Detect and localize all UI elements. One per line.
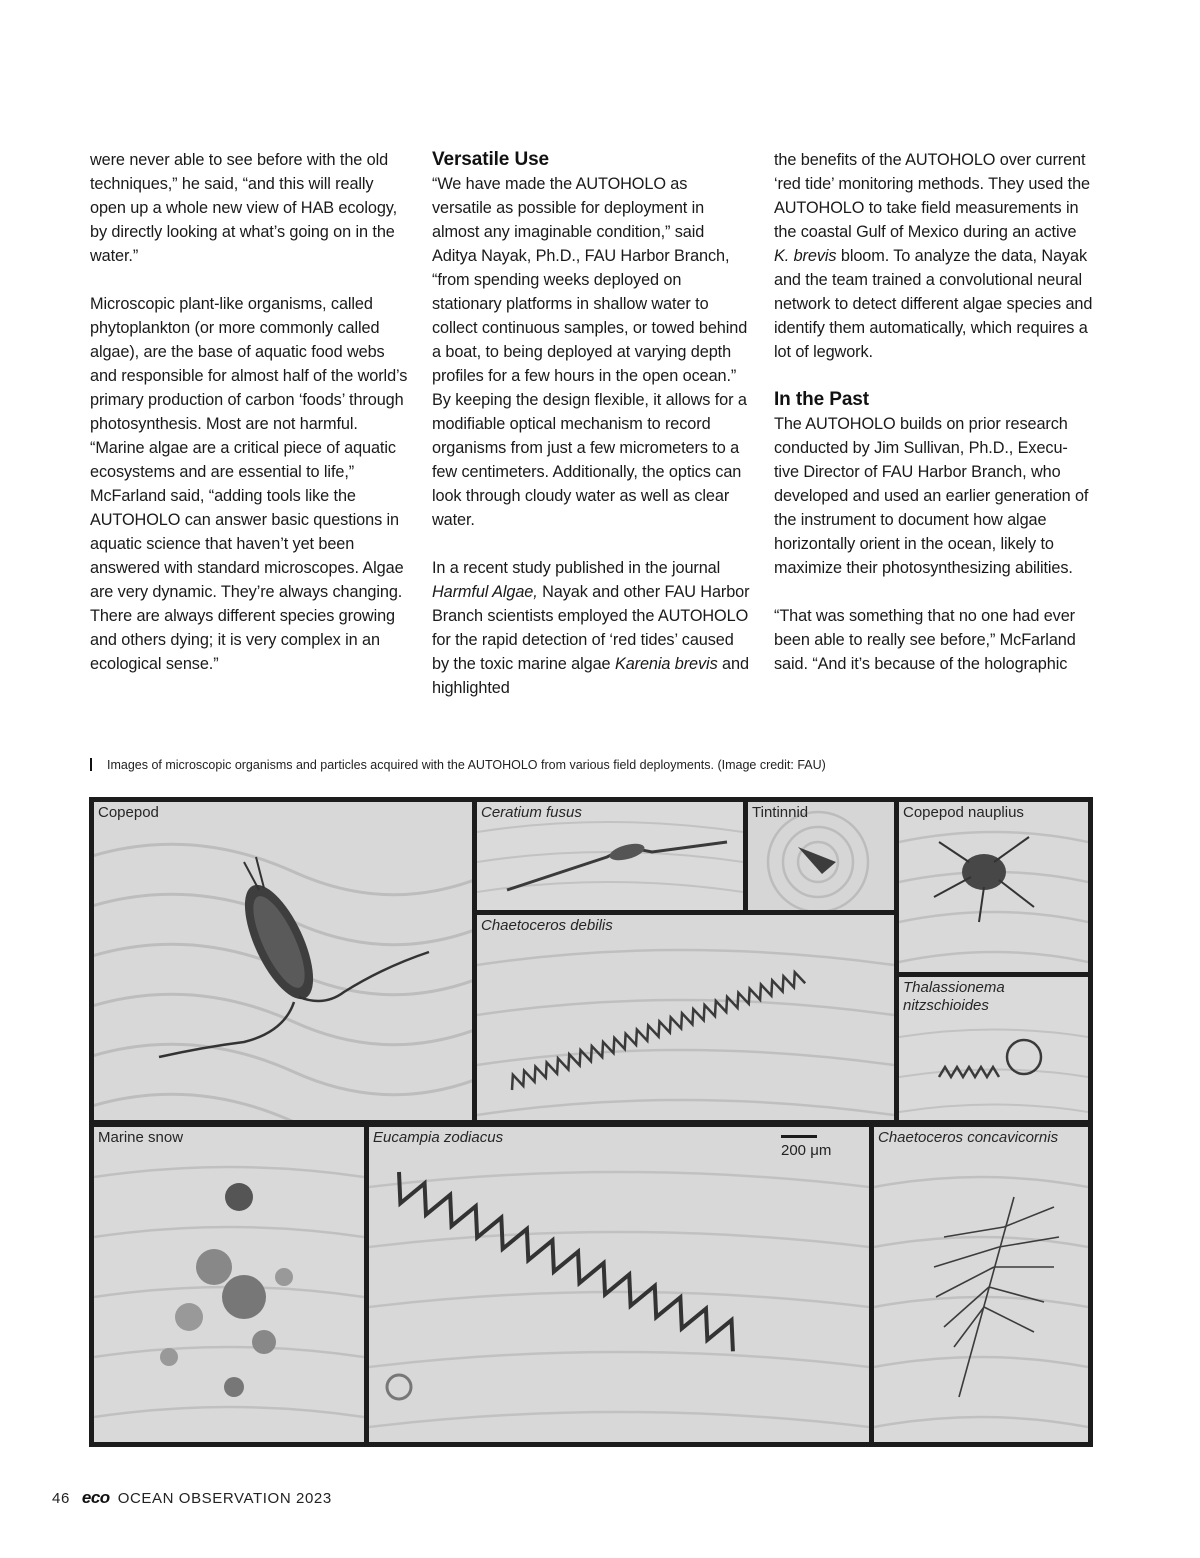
eco-logo: eco [81, 1488, 110, 1507]
paragraph: Microscopic plant-like organisms, called phytoplankton (or more commonly called algae), are the base of aquatic food webs and responsible for almost half of the world’s primary production of carbon ‘foods’ through photosynthesis. Most are not harmful. “Marine algae are a critical piece of aquatic ecosystems and are essential to life,” McFarland said, “adding tools like the AUTOHOLO can answer basic questions in aquatic science that haven’t yet been answered with standard microscopes. Algae are very dynamic. They’re always changing. There are always different species growing and others dying; it is very complex in an ecological sense.” [90, 295, 408, 673]
copepod-image [94, 802, 472, 1120]
caption-marker [90, 758, 92, 771]
species-name: K. brevis [774, 247, 837, 265]
chaetoceros-debilis-image [477, 915, 894, 1120]
panel-chaetoceros-concavicornis [874, 1127, 1088, 1442]
panel-label: Copepod nauplius [903, 804, 1024, 821]
panel-ceratium-fusus [477, 802, 743, 910]
paragraph: were never able to see before with the old techniques,” he said, “and this will really open up a whole new view of HAB ecology, by directly looking at what’s going on in the water.” [90, 151, 398, 265]
scale-bar [781, 1135, 817, 1138]
panel-label: Chaetoceros debilis [481, 917, 613, 934]
eucampia-zodiacus-image [369, 1127, 869, 1442]
paragraph [432, 556, 750, 700]
caption-text: Images of microscopic organisms and particles acquired with the AUTOHOLO from various field deployments. (Image credit: FAU) [107, 758, 826, 772]
species-name: Karenia brevis [614, 655, 718, 673]
panel-label: Copepod [98, 804, 159, 821]
panel-eucampia-zodiacus [369, 1127, 869, 1442]
panel-label: Tintinnid [752, 804, 809, 821]
text-run: In a recent study published in the journal [432, 559, 721, 577]
panel-label: Marine snow [98, 1129, 184, 1146]
microscopy-figure [89, 797, 1093, 1447]
panel-label: Eucampia zodiacus [373, 1129, 504, 1146]
text-run: and highlighted [432, 655, 749, 697]
text-run: Nayak and other FAU Harbor Branch scientists employed the AUTOHOLO for the rapid detection of ‘red tides’ caused by the toxic marine algae [432, 583, 750, 673]
chaetoceros-concavicornis-image [874, 1127, 1088, 1442]
section-heading-versatile-use: Versatile Use [432, 149, 550, 170]
panel-copepod-nauplius [899, 802, 1088, 972]
marine-snow-image [94, 1127, 364, 1442]
panel-label: Thalassionema nitzschioides [903, 979, 1005, 1014]
panel-label: Chaetoceros concavicornis [878, 1129, 1059, 1146]
paragraph: The AUTOHOLO builds on prior research conducted by Jim Sullivan, Ph.D., Execu- tive Director of FAU Harbor Branch, who developed and used an earlier generation of the instrument to document how algae horizontally orient in the ocean, likely to maximize their photosynthesizing abilities. [774, 415, 1089, 577]
paragraph [774, 148, 1096, 364]
page-number: 46 [52, 1490, 70, 1507]
copepod-nauplius-image [899, 802, 1088, 972]
panel-marine-snow [94, 1127, 364, 1442]
article-column-2 [432, 148, 750, 700]
panel-copepod [94, 802, 472, 1120]
section-heading-in-the-past: In the Past [774, 389, 869, 410]
paragraph: “We have made the AUTOHOLO as versatile as possible for deployment in almost any imaginable condition,” said Aditya Nayak, Ph.D., FAU Harbor Branch, “from spending weeks deployed on stationary platforms in shallow water to collect continuous samples, or towed behind a boat, to being deployed at varying depth profiles for a few hours in the open ocean.” By keeping the design flexible, it allows for a modifiable optical mechanism to record organisms from just a few micrometers to a few centimeters. Additionally, the optics can look through cloudy water as well as clear water. [432, 175, 748, 529]
panel-label: Ceratium fusus [481, 804, 582, 821]
page-footer [52, 1488, 332, 1509]
panel-thalassionema-nitzschioides [899, 977, 1088, 1120]
text-run: the benefits of the AUTOHOLO over current ‘red tide’ monitoring methods. They used the AUTOHOLO to take field measurements in the coastal Gulf of Mexico during an active [774, 151, 1090, 241]
publication-title: OCEAN OBSERVATION 2023 [117, 1490, 332, 1507]
journal-name: Harmful Algae, [432, 583, 538, 601]
article-column-1 [90, 148, 408, 676]
article-column-3 [774, 148, 1096, 676]
panel-chaetoceros-debilis [477, 915, 894, 1120]
panel-tintinnid [748, 802, 894, 910]
scale-label: 200 μm [781, 1142, 832, 1159]
text-run: bloom. To analyze the data, Nayak and the team trained a convolutional neural network to detect different algae species and identify them automatically, which requires a lot of legwork. [774, 247, 1093, 361]
figure-caption [90, 756, 1100, 774]
paragraph: “That was something that no one had ever been able to really see before,” McFarland said. “And it’s because of the holographic [774, 607, 1076, 673]
